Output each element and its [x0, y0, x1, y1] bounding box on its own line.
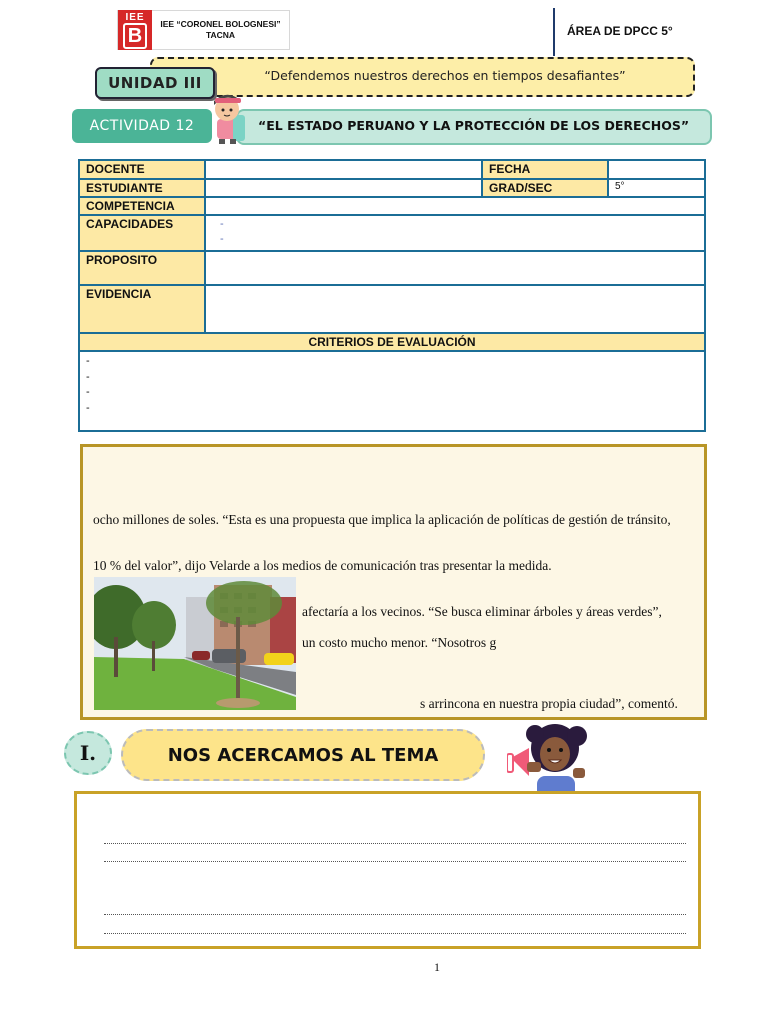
school-name-line2: TACNA — [205, 30, 236, 40]
criterio-item: - — [86, 401, 90, 414]
page-number: 1 — [434, 960, 440, 974]
competencia-label: COMPETENCIA — [79, 197, 205, 215]
proposito-label: PROPOSITO — [79, 251, 205, 285]
street-trees-photo — [94, 577, 296, 710]
proposito-field[interactable] — [205, 251, 705, 285]
fecha-field[interactable] — [608, 160, 705, 179]
gradsec-label: GRAD/SEC — [482, 179, 608, 197]
article-line: s arrincona en nuestra propia ciudad”, comentó. — [420, 696, 678, 711]
area-label: ÁREA DE DPCC 5° — [567, 24, 673, 38]
capacidad-item: - — [220, 218, 224, 230]
article-line: 10 % del valor”, dijo Velarde a los medios de comunicación tras presentar la medida. — [93, 558, 552, 573]
answer-line[interactable] — [104, 914, 686, 915]
section-number: I. — [64, 731, 112, 775]
docente-field[interactable] — [205, 160, 482, 179]
criterio-item: - — [86, 355, 90, 367]
school-name — [152, 19, 289, 41]
evidencia-label: EVIDENCIA — [79, 285, 205, 333]
section-title: NOS ACERCAMOS AL TEMA — [121, 729, 485, 781]
criterio-item: - — [86, 370, 90, 383]
activity-title: “EL ESTADO PERUANO Y LA PROTECCIÓN DE LOS DERECHOS” — [258, 118, 690, 133]
answer-line[interactable] — [104, 933, 686, 934]
header-divider — [553, 8, 555, 56]
activity-badge: ACTIVIDAD 12 — [72, 109, 212, 143]
school-crest-icon: IEE B — [118, 10, 152, 50]
capacidades-label: CAPACIDADES — [79, 215, 205, 251]
capacidades-field[interactable] — [205, 215, 705, 251]
gradsec-field[interactable]: 5° — [608, 179, 705, 197]
criterios-header: CRITERIOS DE EVALUACIÓN — [79, 333, 705, 351]
evidencia-field[interactable] — [205, 285, 705, 333]
criterios-field[interactable] — [79, 351, 705, 431]
answer-box[interactable] — [74, 791, 701, 949]
school-name-line1: IEE “CORONEL BOLOGNESI” — [160, 19, 281, 29]
capacidad-item: - — [220, 233, 224, 245]
answer-line[interactable] — [104, 843, 686, 844]
estudiante-label: ESTUDIANTE — [79, 179, 205, 197]
student-illustration-icon — [203, 89, 253, 145]
competencia-field[interactable] — [205, 197, 705, 215]
fecha-label: FECHA — [482, 160, 608, 179]
article-line: un costo mucho menor. “Nosotros g — [302, 635, 497, 650]
unit-theme: “Defendemos nuestros derechos en tiempos desafiantes” — [264, 68, 626, 83]
estudiante-field[interactable] — [205, 179, 482, 197]
activity-info-table — [78, 159, 706, 432]
docente-label: DOCENTE — [79, 160, 205, 179]
article-line: afectaría a los vecinos. “Se busca eliminar árboles y áreas verdes”, — [302, 604, 662, 619]
girl-megaphone-icon — [507, 718, 603, 802]
criterio-item: - — [86, 386, 90, 398]
school-logo — [117, 10, 290, 50]
unit-badge: UNIDAD III — [95, 67, 215, 99]
answer-line[interactable] — [104, 861, 686, 862]
article-line: ocho millones de soles. “Esta es una propuesta que implica la aplicación de políticas de gestión de tránsito, — [93, 512, 671, 527]
